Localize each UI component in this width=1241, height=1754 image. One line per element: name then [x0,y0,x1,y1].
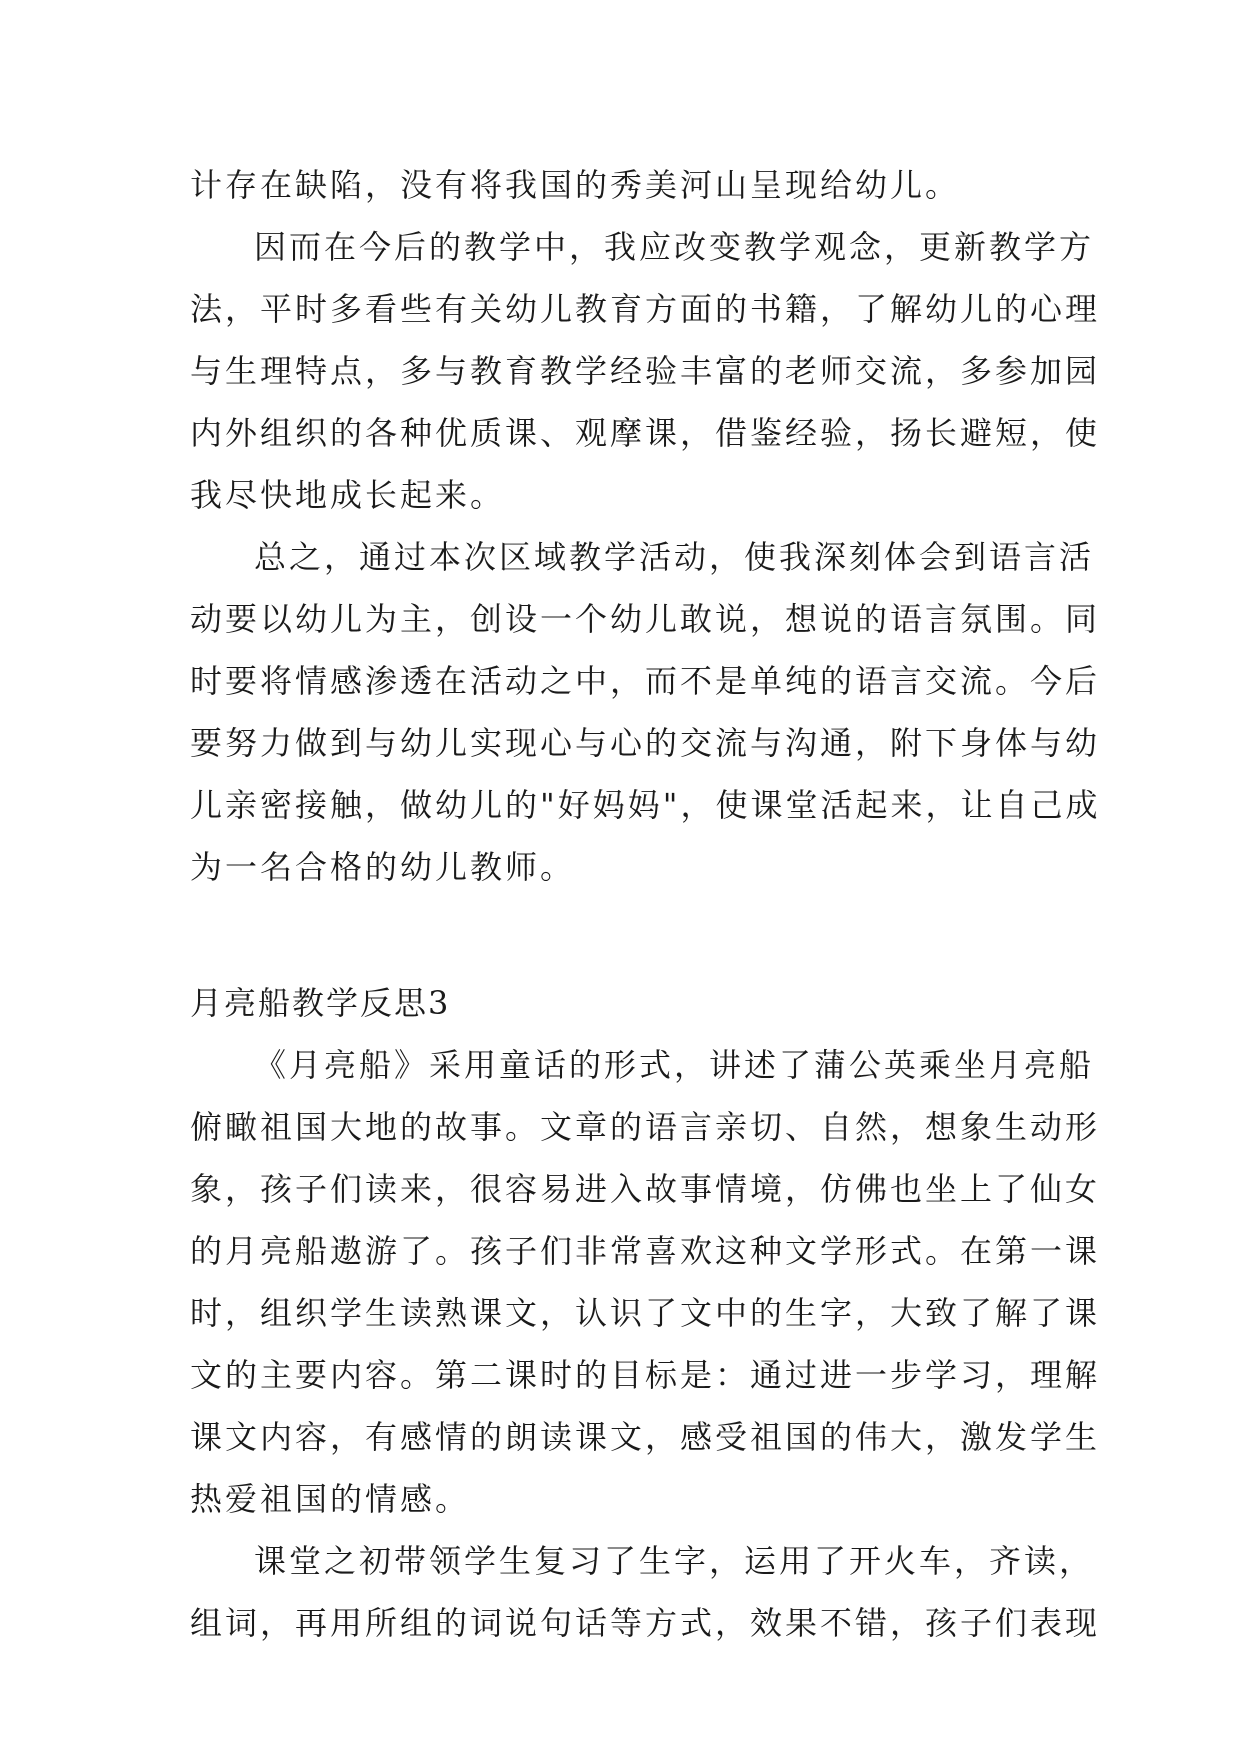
text-line: 热爱祖国的情感。 [190,1480,471,1518]
text-line: 内外组织的各种优质课、观摩课，借鉴经验，扬长避短，使 [190,414,1101,452]
text-line: 时要将情感渗透在活动之中，而不是单纯的语言交流。今后 [190,662,1101,700]
text-line: 组词，再用所组的词说句话等方式，效果不错，孩子们表现 [190,1604,1101,1642]
text-line: 要努力做到与幼儿实现心与心的交流与沟通，附下身体与幼 [190,724,1101,762]
text-line: 象，孩子们读来，很容易进入故事情境，仿佛也坐上了仙女 [190,1170,1101,1208]
text-line: 我尽快地成长起来。 [190,476,506,514]
text-line: 动要以幼儿为主，创设一个幼儿敢说，想说的语言氛围。同 [190,600,1101,638]
text-line: 为一名合格的幼儿教师。 [190,848,576,886]
section-title: 月亮船教学反思3 [190,984,451,1022]
text-line: 计存在缺陷，没有将我国的秀美河山呈现给幼儿。 [190,166,961,204]
text-line: 法，平时多看些有关幼儿教育方面的书籍，了解幼儿的心理 [190,290,1101,328]
text-line: 的月亮船遨游了。孩子们非常喜欢这种文学形式。在第一课 [190,1232,1101,1270]
paragraph-start-line: 《月亮船》采用童话的形式，讲述了蒲公英乘坐月亮船 [254,1046,1095,1084]
paragraph-start-line: 因而在今后的教学中，我应改变教学观念，更新教学方 [254,228,1095,266]
paragraph-start-line: 课堂之初带领学生复习了生字，运用了开火车，齐读， [254,1542,1095,1580]
paragraph-start-line: 总之，通过本次区域教学活动，使我深刻体会到语言活 [254,538,1095,576]
text-line: 俯瞰祖国大地的故事。文章的语言亲切、自然，想象生动形 [190,1108,1101,1146]
text-line: 时，组织学生读熟课文，认识了文中的生字，大致了解了课 [190,1294,1101,1332]
text-line: 儿亲密接触，做幼儿的"好妈妈"，使课堂活起来，让自己成 [190,786,1101,824]
text-line: 文的主要内容。第二课时的目标是：通过进一步学习，理解 [190,1356,1101,1394]
text-line: 与生理特点，多与教育教学经验丰富的老师交流，多参加园 [190,352,1101,390]
text-line: 课文内容，有感情的朗读课文，感受祖国的伟大，激发学生 [190,1418,1101,1456]
